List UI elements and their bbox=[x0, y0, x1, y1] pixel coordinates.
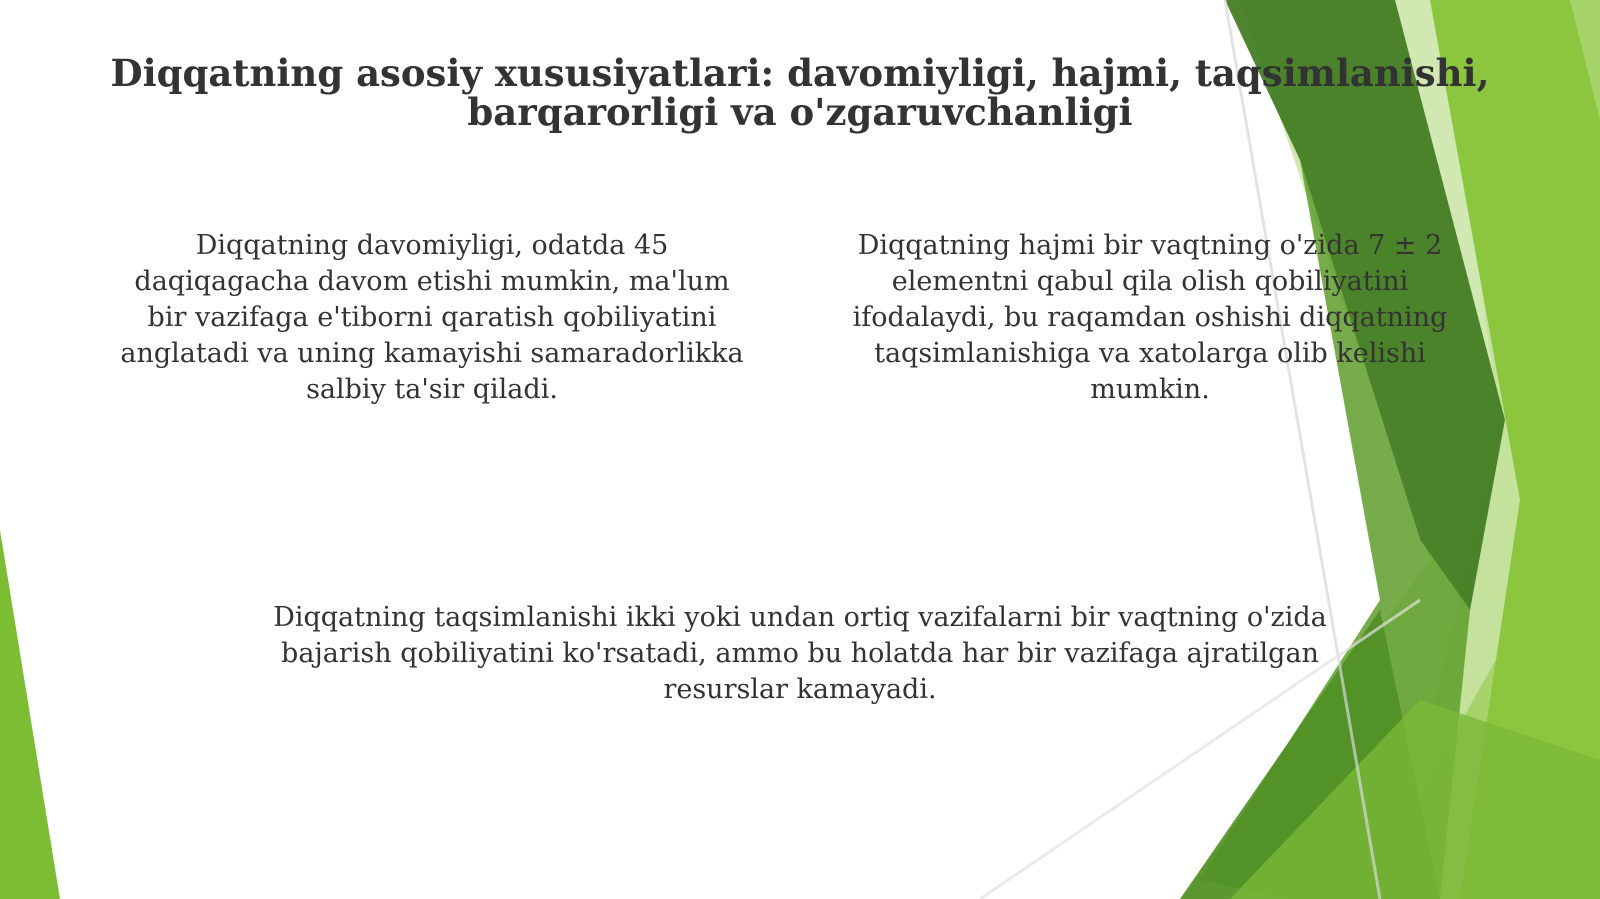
text-block-duration: Diqqatning davomiyligi, odatda 45 daqiqagacha davom etishi mumkin, ma'lum bir vazifaga e'tiborni qaratish qobiliyatini anglatadi va uning kamayishi samaradorlikka salbiy ta'sir qiladi. bbox=[120, 230, 744, 405]
left-green-accent bbox=[0, 530, 60, 899]
slide-title: Diqqatning asosiy xususiyatlari: davomiyligi, hajmi, taqsimlanishi, barqarorligi va o'zgaruvchanligi bbox=[110, 51, 1490, 134]
text-block-distribution: Diqqatning taqsimlanishi ikki yoki undan ortiq vazifalarni bir vaqtning o'zida bajarish qobiliyatini ko'rsatadi, ammo bu holatda har bir vazifaga ajratilgan resurslar kamayadi. bbox=[273, 602, 1327, 705]
text-block-volume: Diqqatning hajmi bir vaqtning o'zida 7 ± 2 elementni qabul qila olish qobiliyatini ifodalaydi, bu raqamdan oshishi diqqatning taqsimlanishiga va xatolarga olib kelishi mumkin. bbox=[852, 230, 1448, 405]
